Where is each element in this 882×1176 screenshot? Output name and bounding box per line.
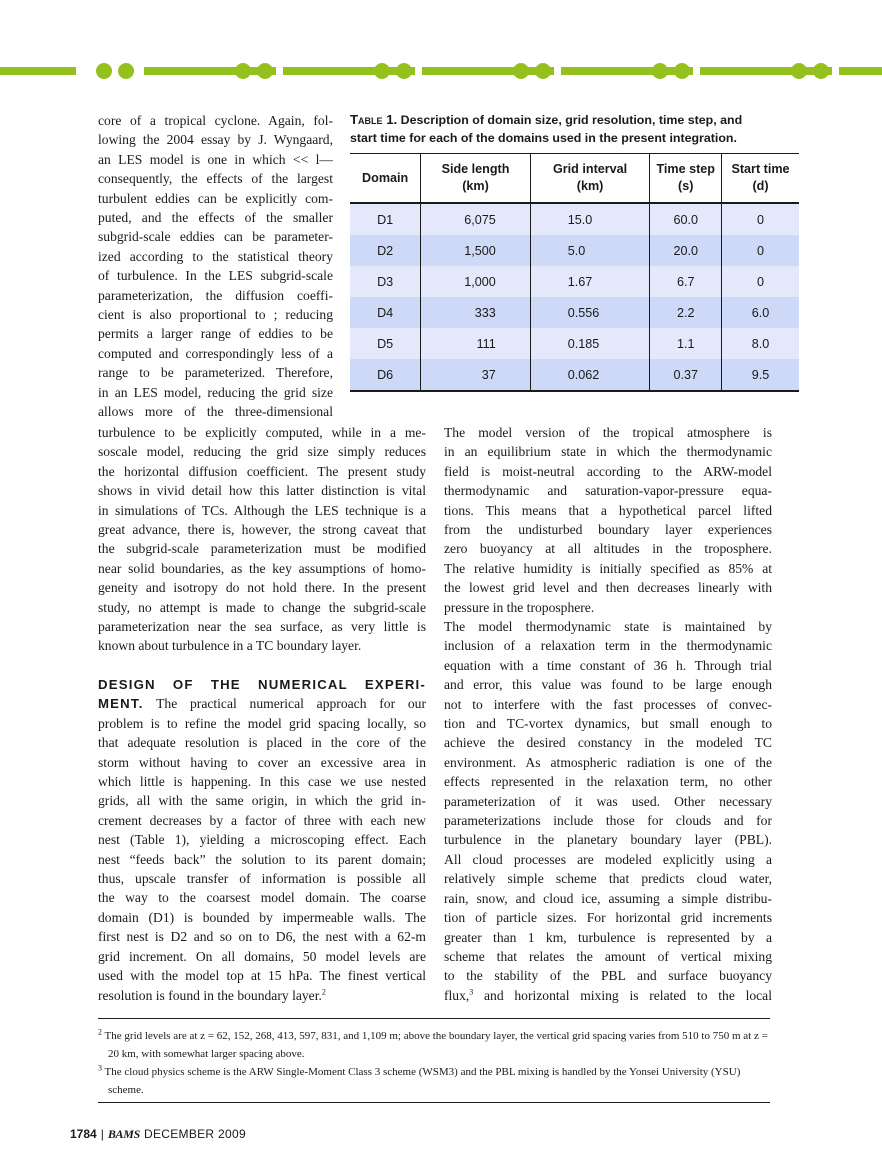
text-line: The relative humidity is initially specified as 85% at <box>444 560 772 576</box>
text-line: and error, this value was found to be large enough <box>444 677 772 693</box>
column-header <box>650 154 722 204</box>
column-header-line2: (km) <box>462 179 489 193</box>
column-header-line1: Domain <box>362 170 409 185</box>
text-line: that adequate resolution is placed in the core of the <box>98 735 426 751</box>
column2-paragraph1 <box>444 423 772 617</box>
column-header-line2: (km) <box>576 179 604 193</box>
table-caption <box>350 111 800 147</box>
text-line: study, no attempt is made to change the subgrid-scale <box>98 599 426 615</box>
footnote-ref-3: 3 <box>469 987 474 997</box>
header-decoration <box>0 58 882 84</box>
decoration-bar <box>283 67 415 75</box>
text-line: parameterization, the diffusion coeffi- <box>98 287 333 303</box>
text-line: storm without having to cover an excessive area in <box>98 754 426 770</box>
column-header <box>350 154 421 204</box>
decoration-dot <box>674 63 690 79</box>
text-line: to the stability of the PBL and surface buoyancy <box>444 968 772 984</box>
text-line: not to interfere with the fast processes of convec- <box>444 696 772 712</box>
col2-last-before: flux, <box>444 987 470 1003</box>
decoration-bar <box>561 67 693 75</box>
text-line: permits a larger range of eddies to be <box>98 326 333 342</box>
journal-name: BAMS <box>107 1127 140 1141</box>
table-cell: 0 <box>722 235 799 266</box>
column-header-line2: (s) <box>678 179 694 193</box>
table-cell: D3 <box>350 266 421 297</box>
text-line: greater than 1 km, turbulence is represented by a <box>444 929 772 945</box>
table-caption-line2: start time for each of the domains used in the present integration. <box>350 131 737 145</box>
text-line: allows more of the three-dimensional <box>98 404 333 420</box>
column-header <box>530 154 650 204</box>
table-caption-line1 <box>350 111 800 129</box>
footnote-text: The grid levels are at z = 62, 152, 268, 413, 597, 831, and 1,109 m; above the boundary layer, the vertical grid spacing varies from 510 to 750 m at z = 20 km, with somewhat larger spacing above. <box>102 1030 768 1060</box>
text-line: tions. This means that a hypothetical parcel lifted <box>444 502 772 518</box>
text-line: the horizontal diffusion coefficient. The present study <box>98 463 426 479</box>
text-line: tion of particle sizes. For horizontal grid increments <box>444 910 772 926</box>
table-cell: 15.0 <box>530 203 650 235</box>
text-line: tion and TC-vortex dynamics, but small enough to <box>444 716 772 732</box>
text-line: zero buoyancy at all altitudes in the troposphere. <box>444 541 772 557</box>
footnotes <box>98 1018 770 1099</box>
decoration-dot <box>652 63 668 79</box>
text-line: consequently, the effects of the largest <box>98 171 333 187</box>
text-line: nest (Table 1), yielding a microscoping effect. Each <box>98 832 426 848</box>
table-body <box>350 203 799 391</box>
section-heading-end: MENT. <box>98 696 144 712</box>
decoration-bar <box>422 67 554 75</box>
text-line: crement decreases by a factor of three with each new <box>98 812 426 828</box>
text-line: grids, all with the same origin, in which the grid in- <box>98 793 426 809</box>
decoration-dot <box>813 63 829 79</box>
table-caption-text: Description of domain size, grid resolution, time step, and <box>397 113 743 127</box>
decoration-bar <box>144 67 276 75</box>
table-cell: 9.5 <box>722 359 799 391</box>
column-header-line2: (d) <box>752 179 769 193</box>
text-line: The model version of the tropical atmosphere is <box>444 425 772 440</box>
table-row <box>350 266 799 297</box>
text-line: thus, upscale transfer of information is possible all <box>98 871 426 887</box>
footnote-ref-2: 2 <box>321 986 326 996</box>
section-first-line-text: The practical numerical approach for our <box>143 696 426 712</box>
table-cell: 1.67 <box>530 266 650 297</box>
decoration-bar <box>0 67 76 75</box>
column-header-line1: Side length <box>441 162 510 176</box>
text-line: achieve the desired constancy in the modeled TC <box>444 735 772 751</box>
text-line: in an equilibrium state in which the thermodynamic <box>444 444 772 460</box>
text-line: great advance, there is, however, the strong caveat that <box>98 522 426 538</box>
text-line: environment. As atmospheric radiation is one of the <box>444 754 772 770</box>
column-header <box>421 154 530 204</box>
table-cell: 6.7 <box>650 266 722 297</box>
table-cell: D6 <box>350 359 421 391</box>
column1-bottom-text <box>98 423 426 656</box>
text-line: parameterization of it was used. Other necessary <box>444 793 772 809</box>
text-line: shows in vivid detail how this latter distinction is vital <box>98 483 426 499</box>
text-line: effects represented in the relaxation term, no other <box>444 774 772 790</box>
table-cell: D5 <box>350 328 421 359</box>
column-header-line1: Grid interval <box>552 162 628 176</box>
table-cell: D1 <box>350 203 421 235</box>
text-line: All cloud processes are modeled explicitly using a <box>444 851 772 867</box>
text-line: relatively simple scheme that predicts cloud water, <box>444 871 772 887</box>
design-section <box>98 675 426 1005</box>
table-header-row <box>350 154 799 204</box>
text-line: parameterization near the sea surface, as very little is <box>98 619 426 635</box>
decoration-dot <box>513 63 529 79</box>
text-line: parameterizations include those for clouds and for <box>444 813 772 829</box>
table-cell: 0.062 <box>530 359 650 391</box>
col2-last-after: and horizontal mixing is related to the local <box>473 987 772 1003</box>
page-number: 1784 <box>70 1127 97 1141</box>
text-line: inclusion of a relaxation term in the thermodynamic <box>444 638 772 654</box>
section-heading-line <box>98 675 426 694</box>
text-line: grid increment. On all domains, 50 model levels are <box>98 948 426 964</box>
column1-top-text <box>98 111 333 422</box>
footnote <box>98 1027 770 1063</box>
text-line: problem is to refine the model grid spacing locally, so <box>98 715 426 731</box>
column-header-line1: Start time <box>731 162 790 176</box>
text-line: known about turbulence in a TC boundary layer. <box>98 638 362 654</box>
decoration-dot <box>535 63 551 79</box>
text-line: turbulence to be explicitly computed, while in a me- <box>98 425 426 440</box>
footnote <box>98 1063 770 1099</box>
table-cell: 1.1 <box>650 328 722 359</box>
text-line: equation with a time constant of 36 h. Through trial <box>444 657 772 673</box>
table-cell: 8.0 <box>722 328 799 359</box>
text-line: subgrid-scale eddies can be parameter- <box>98 229 333 245</box>
table-label: Table 1. <box>350 112 398 127</box>
footnote-text: The cloud physics scheme is the ARW Single-Moment Class 3 scheme (WSM3) and the PBL mixing is handled by the Yonsei University (YSU) scheme. <box>102 1066 741 1096</box>
text-line: range to be parameterized. Therefore, <box>98 365 333 381</box>
text-line: thermodynamic and saturation-vapor-pressure equa- <box>444 483 772 499</box>
section-last-line <box>98 986 426 1005</box>
column2-paragraph2 <box>444 617 772 1005</box>
text-line: an LES model is one in which << l— <box>98 151 333 167</box>
table-cell: 5.0 <box>530 235 650 266</box>
text-line: the lowest grid level and then decreases linearly with <box>444 580 772 596</box>
table-cell: 20.0 <box>650 235 722 266</box>
section-first-line <box>98 694 426 713</box>
decoration-dot <box>257 63 273 79</box>
column2-last-line <box>444 986 772 1005</box>
table-cell: 0.556 <box>530 297 650 328</box>
column-header-line1: Time step <box>656 162 715 176</box>
table-cell: 1,500 <box>421 235 530 266</box>
decoration-bar <box>700 67 832 75</box>
footer-separator: | <box>100 1127 104 1141</box>
table-cell: D4 <box>350 297 421 328</box>
table-cell: 111 <box>421 328 530 359</box>
text-line: The model thermodynamic state is maintained by <box>444 619 772 634</box>
text-line: turbulent eddies can be explicitly com- <box>98 190 333 206</box>
table-row <box>350 203 799 235</box>
text-line: in simulations of TCs. Although the LES technique is a <box>98 502 426 518</box>
table-cell: 0.37 <box>650 359 722 391</box>
text-line: from the undisturbed boundary layer experiences <box>444 522 772 538</box>
text-line: first nest is D2 and so on to D6, the nest with a 62-m <box>98 929 426 945</box>
text-line: rain, snow, and cloud ice, assuming a simple distribu- <box>444 890 772 906</box>
decoration-dot <box>235 63 251 79</box>
footnote-number: 3 <box>98 1063 102 1073</box>
table-row <box>350 328 799 359</box>
text-line: in an LES model, reducing the grid size <box>98 384 333 400</box>
decoration-dot <box>791 63 807 79</box>
table-cell: 0.185 <box>530 328 650 359</box>
footnote-number: 2 <box>98 1027 102 1037</box>
page-footer <box>70 1127 246 1142</box>
text-line: field is moist-neutral according to the ARW-model <box>444 463 772 479</box>
text-line: the subgrid-scale parameterization must be modified <box>98 541 426 557</box>
table-cell: 0 <box>722 203 799 235</box>
text-line: pressure in the troposphere. <box>444 599 595 615</box>
table-cell: 0 <box>722 266 799 297</box>
footer-rule <box>98 1102 770 1103</box>
decoration-dot <box>396 63 412 79</box>
text-line: which little is happening. In this case we use nested <box>98 774 426 790</box>
section-last-line-text: resolution is found in the boundary layer. <box>98 987 322 1003</box>
decoration-dot <box>118 63 134 79</box>
table-cell: 6.0 <box>722 297 799 328</box>
table-cell: 60.0 <box>650 203 722 235</box>
text-line: puted, and the effects of the smaller <box>98 210 333 226</box>
text-line: the way to the coarsest model domain. The coarse <box>98 890 426 906</box>
text-line: soscale model, reducing the grid size simply reduces <box>98 444 426 460</box>
text-line: near solid boundaries, as the key assumptions of homo- <box>98 560 426 576</box>
text-line: used with the model top at 15 hPa. The finest vertical <box>98 968 426 984</box>
decoration-dot <box>374 63 390 79</box>
text-line: scheme that relates the amount of vertical mixing <box>444 948 772 964</box>
section-heading: DESIGN OF THE NUMERICAL EXPERI- <box>98 677 426 692</box>
text-line: lowing the 2004 essay by J. Wyngaard, <box>98 132 333 148</box>
table-cell: 6,075 <box>421 203 530 235</box>
table-row <box>350 297 799 328</box>
decoration-bar <box>839 67 882 75</box>
domain-table <box>350 153 799 392</box>
issue-date: DECEMBER 2009 <box>143 1127 246 1141</box>
table-cell: 37 <box>421 359 530 391</box>
text-line: of turbulence. In the LES subgrid-scale <box>98 268 333 284</box>
column-header <box>722 154 799 204</box>
table-row <box>350 359 799 391</box>
text-line: geneity and isotropy do not hold there. In the present <box>98 580 426 596</box>
table-cell: 1,000 <box>421 266 530 297</box>
table-cell: 2.2 <box>650 297 722 328</box>
table-cell: 333 <box>421 297 530 328</box>
text-line: core of a tropical cyclone. Again, fol- <box>98 113 333 128</box>
table-cell: D2 <box>350 235 421 266</box>
decoration-dot <box>96 63 112 79</box>
text-line: turbulence in the planetary boundary layer (PBL). <box>444 832 772 848</box>
text-line: nest “feeds back” the solution to its parent domain; <box>98 851 426 867</box>
text-line: computed and correspondingly less of a <box>98 345 333 361</box>
text-line: cient is also proportional to ; reducing <box>98 307 333 323</box>
table-row <box>350 235 799 266</box>
text-line: domain (D1) is bounded by impermeable walls. The <box>98 909 426 925</box>
text-line: ized according to the statistical theory <box>98 248 333 264</box>
